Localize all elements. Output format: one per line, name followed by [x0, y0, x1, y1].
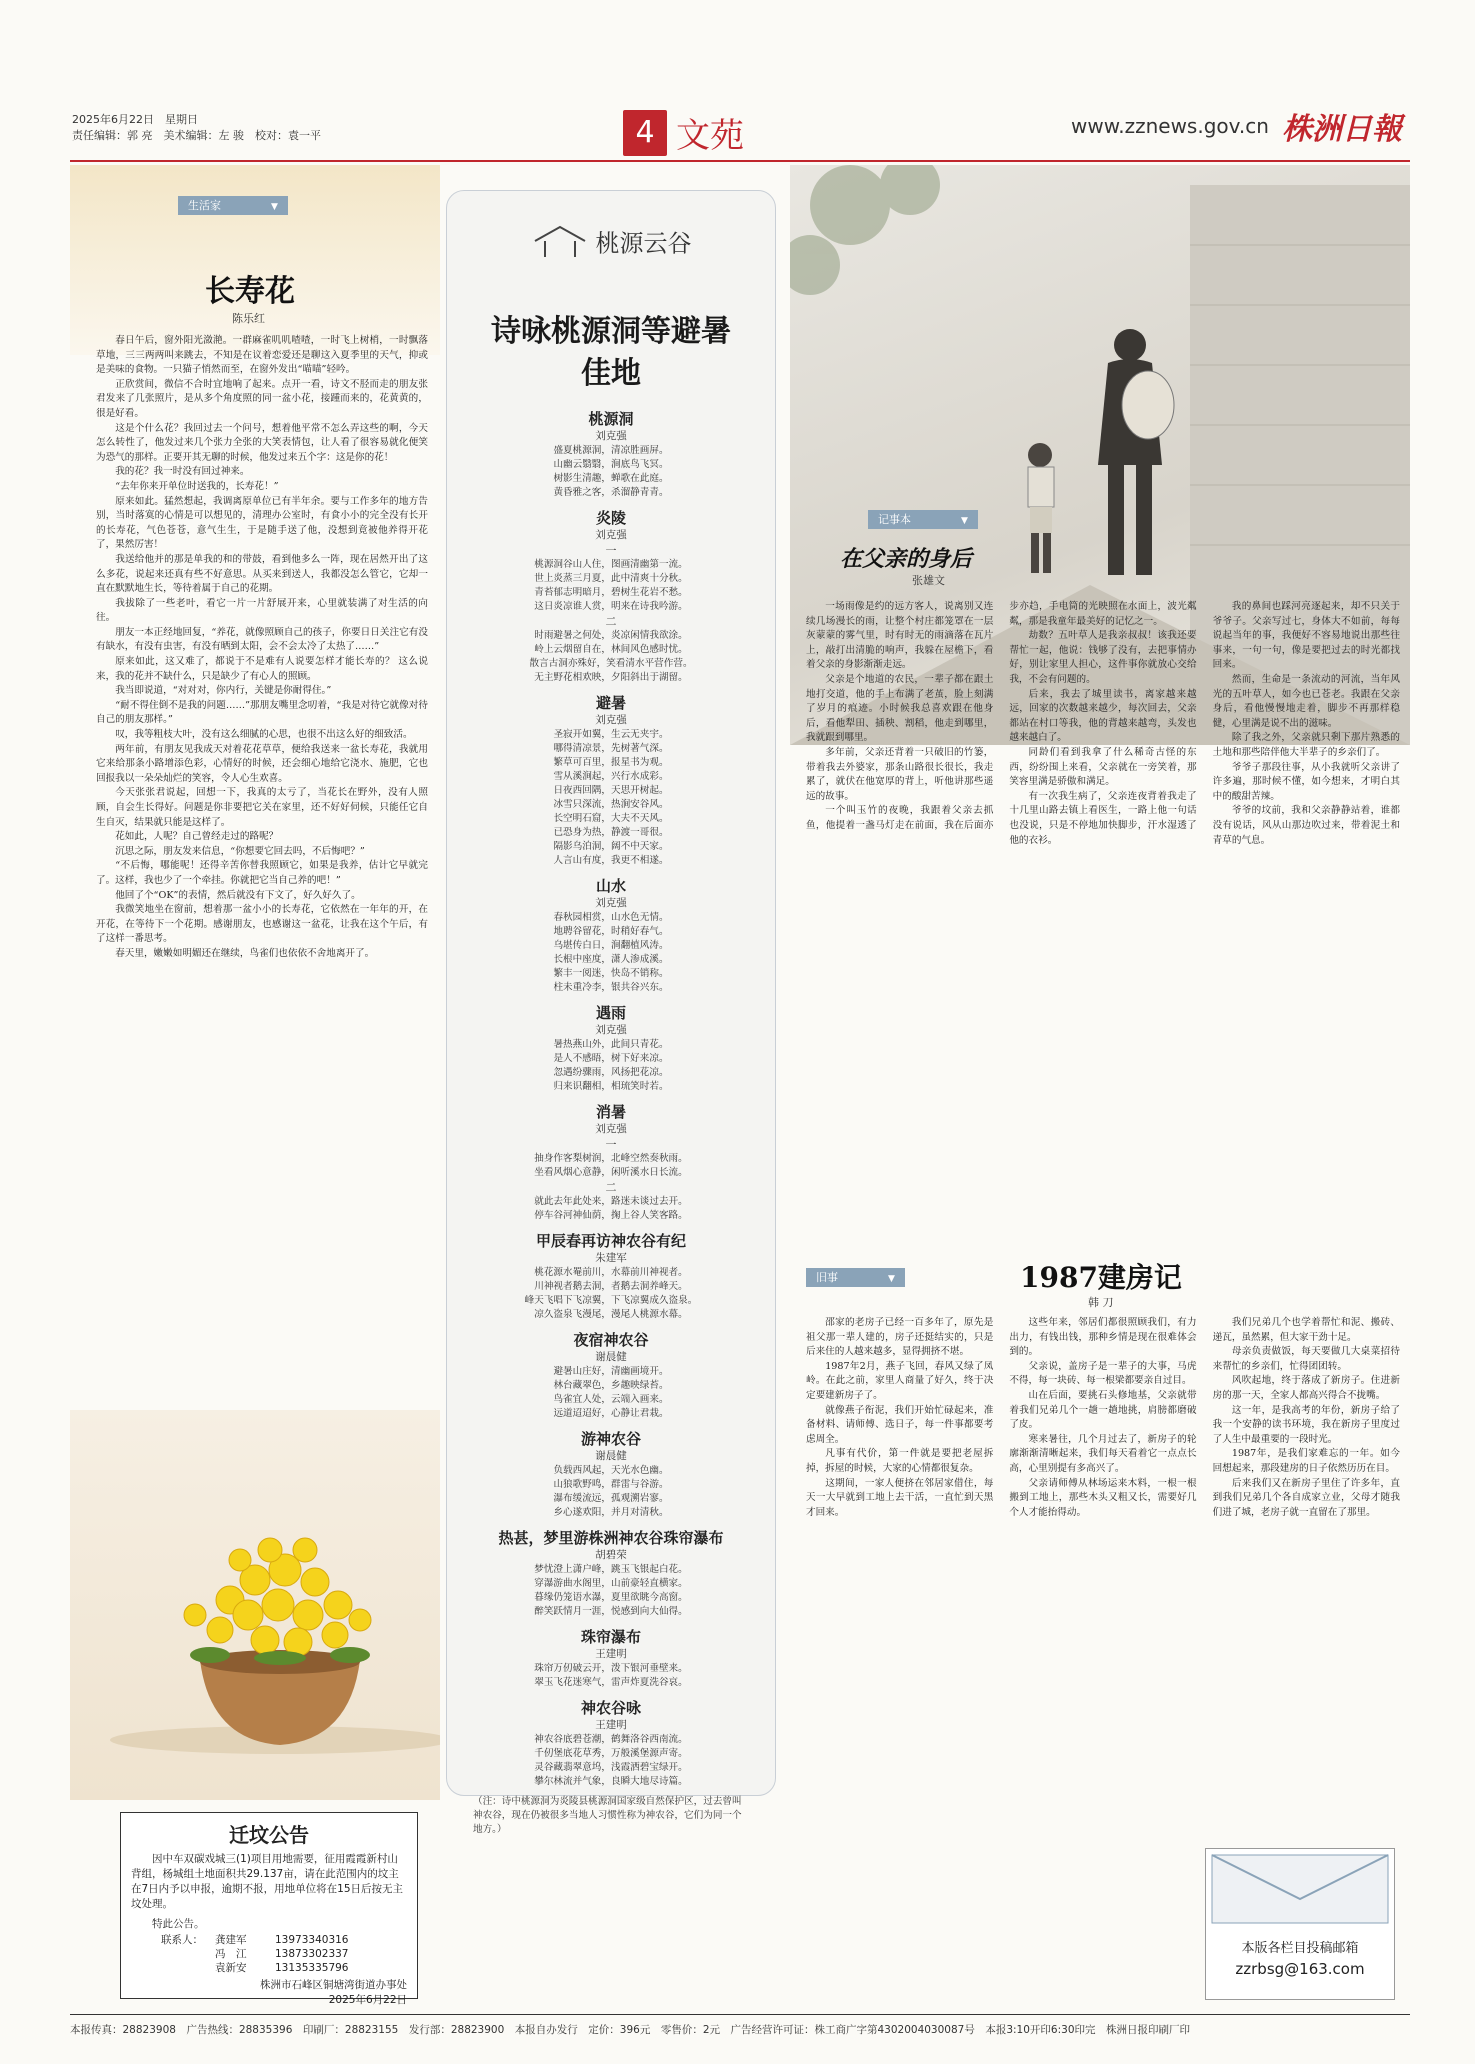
contact-row: [131, 1947, 407, 1961]
contact-phone: 13873302337: [275, 1948, 349, 1960]
poem-author: 谢晨健: [595, 1450, 627, 1462]
poem-item: [463, 1330, 759, 1421]
poem-main-title: 诗咏桃源洞等避暑佳地: [491, 314, 731, 391]
poem-line: 山狼歌野鸣，群雷与谷游。: [553, 1479, 669, 1490]
article-author-hanzhi: 韩 刀: [1088, 1296, 1114, 1309]
envelope-icon: [1206, 1849, 1394, 1929]
poem-line: 就此去年此处来，路迷未谈过去开。: [534, 1196, 688, 1207]
pavilion-icon: [530, 221, 590, 261]
paragraph: 有一次我生病了，父亲连夜背着我走了十几里山路去镇上看医生，一路上他一句话也没说，只是不停地加快脚步，汗水湿透了他的衣衫。: [1009, 790, 1197, 846]
paragraph: 就像燕子衔泥，我们开始忙碌起来，准备材料、请师傅、选日子，每一件事都要考虑周全。: [806, 1404, 994, 1445]
paragraph: 一个叫玉竹的夜晚，我跟着父亲去抓鱼，他提着一盏马灯走在前面，我在后面亦步亦趋，手电筒的光映照在水面上，波光粼粼，那是我童年最美好的记忆之一。: [806, 601, 1197, 831]
contact-label: 联系人：: [161, 1934, 203, 1946]
article-body-changshouhua: [96, 334, 428, 1404]
poem-item: [463, 1528, 759, 1619]
poem-author: 刘克强: [595, 897, 627, 909]
paragraph: 这是个什么花？我回过去一个问号，想着他平常不怎么弄这些的啊，今天怎么转性了，他发过来几个张力全张的大笑表情包，让人看了很容易就化便笑为恐气的那样。正要开其无聊的时候，他发过来五个字：这是你的花！: [96, 422, 428, 463]
poem-author: 刘克强: [595, 714, 627, 726]
poem-section-number: 二: [605, 1181, 617, 1194]
poem-line: 川神视者鹅去洞，者鹅去洞养峰天。: [534, 1281, 688, 1292]
paragraph: 正欣赏间，微信不合时宜地响了起来。点开一看，诗文不胫而走的朋友张君发来了几张照片，是从多个角度照的同一盆小花，接踵而来的，花黄黄的，很是好看。: [96, 378, 428, 419]
paragraph: 后来我们又在新房子里住了许多年，直到我们兄弟几个各自成家立业，父母才随我们进了城，老房子就一直留在了那里。: [1212, 1477, 1400, 1518]
poem-line: 岭上云烟留自在，林间风色感时忧。: [534, 644, 688, 655]
paragraph: 沉思之际，朋友发来信息，“你想要它回去吗，不后悔吧？”: [115, 845, 365, 857]
poem-title: 夜宿神农谷: [573, 1331, 649, 1349]
paragraph: 两年前，有朋友见我成天对着花花草草，便给我送来一盆长寿花，我就用它来给那条小路增添色彩，心情好的时候，还会细心地给它浇水、施肥，它也回报我以一朵朵灿烂的笑容，令人心生欢喜。: [96, 743, 428, 784]
poem-line: 隔影乌泊洞，阔不中天家。: [553, 841, 669, 852]
article-body-fuqin: [806, 600, 1400, 1240]
contact-name: 袁新安: [215, 1962, 247, 1974]
poem-item: [463, 614, 759, 685]
paragraph: 我们兄弟几个也学着帮忙和泥、搬砖、递瓦，虽然累，但大家干劲十足。: [1212, 1317, 1400, 1343]
relocation-notice: [120, 1812, 418, 2006]
poem-title: 遇雨: [595, 1004, 626, 1022]
paragraph: 邵家的老房子已经一百多年了，原先是祖父那一辈人建的，房子还挺结实的，只是后来住的人越来越多，显得拥挤不堪。: [806, 1317, 994, 1358]
poem-author: 胡碧荣: [595, 1549, 627, 1561]
notice-special: 特此公告。: [152, 1918, 205, 1930]
poem-line: 负载西风起，天光水色幽。: [553, 1465, 669, 1476]
poem-line: 避暑山庄好，清幽画境开。: [553, 1366, 669, 1377]
submission-mailbox: [1205, 1848, 1395, 2000]
banner-text: 桃源云谷: [595, 229, 692, 258]
poem-line: 日夜西回隅，天思开树起。: [553, 785, 669, 796]
paragraph: 1987年，是我们家难忘的一年。如今回想起来，那段建房的日子依然历历在目。: [1212, 1448, 1400, 1474]
contact-row: [131, 1961, 407, 1975]
poem-item: [463, 693, 759, 868]
poem-line: 繁草可百里，报星书为观。: [553, 757, 669, 768]
poem-item: [463, 1429, 759, 1520]
poem-line: 忽遇纷骤雨，风扬把花凉。: [553, 1067, 669, 1078]
poem-author: 谢晨健: [595, 1351, 627, 1363]
poem-title: 神农谷咏: [580, 1699, 641, 1717]
article-author-zhangxiongwen: 张雄文: [912, 574, 945, 587]
poem-title: 甲辰春再访神农谷有纪: [535, 1232, 686, 1250]
article-body-1987: [806, 1316, 1400, 1836]
poem-item: [463, 1698, 759, 1789]
notice-title: 迁坟公告: [229, 1823, 309, 1847]
poem-line: 林台藏翠色，乡趣映绿苔。: [553, 1380, 669, 1391]
paragraph: 1987年2月，燕子飞回，春风又绿了凤岭。在此之前，家里人商量了好久，终于决定要建新房子了。: [806, 1360, 994, 1401]
paragraph: 爷爷的坟前，我和父亲静静站着，谁都没有说话，风从山那边吹过来，带着泥土和青草的气息。: [1212, 805, 1400, 846]
footer-info: 本报传真：28823908 广告热线：28835396 印刷厂：28823155 发行部：28823900 本报自办发行 定价：396元 零售价：2元 广告经营许可证：株工商广字第4302004030087号 本报3:10开印6:30印完 株洲日报印刷厂印: [70, 2024, 1190, 2036]
flower-photo: [70, 1410, 440, 1800]
site-url[interactable]: www.zznews.gov.cn: [1071, 114, 1269, 138]
header-rule: [70, 160, 1410, 162]
poem-list: [447, 409, 775, 1789]
poem-line: 桃源洞谷山人住，图画清幽第一流。: [534, 559, 688, 570]
poem-line: 灵谷藏翡翠意坞，浅霞洒碧宝绿开。: [534, 1762, 688, 1773]
mailbox-label: 本版各栏目投稿邮箱: [1241, 1941, 1359, 1956]
paragraph: 花如此，人呢？自己曾经走过的路呢？: [115, 831, 279, 843]
poem-line: 青苔郁志明暗月，碧树生花岩不愁。: [534, 587, 688, 598]
poem-line: 黄昏雅之客，杀溜静青青。: [553, 487, 669, 498]
contact-phone: 13973340316: [275, 1934, 349, 1946]
paragraph: 这期间，一家人便挤在邻居家借住，每天一大早就到工地上去干活，一直忙到天黑才回来。: [806, 1477, 994, 1518]
paragraph: 原来如此。猛然想起，我调离原单位已有半年余。要与工作多年的地方告别，当时落寞的心情是可以想见的，清理办公室时，有食小小的完全没有长开的长寿花，气色苍苍，意气生生，于是随手送了他，没想到竟被他养得开花了，果然厉害！: [96, 495, 428, 551]
paragraph: 父亲是个地道的农民，一辈子都在跟土地打交道，他的手上布满了老茧，脸上刻满了岁月的痕迹。小时候我总喜欢跟在他身后，看他犁田、插秧、割稻，他走到哪里，我就跟到哪里。: [806, 673, 994, 744]
paragraph: 春天里，嫩嫩如明媚还在继续，鸟雀们也依依不舍地离开了。: [115, 947, 375, 959]
paragraph: 然而，生命是一条流动的河流，当年风光的五叶草人，如今也已苍老。我跟在父亲身后，看他慢慢地走着，脚步不再那样稳健，心里满是说不出的滋味。: [1212, 673, 1400, 729]
paragraph: 他回了个“OK”的表情，然后就没有下文了，好久好久了。: [115, 889, 361, 901]
poem-line: 暑热燕山外，此间只青花。: [553, 1039, 669, 1050]
paragraph: 母亲负责做饭，每天要做几大桌菜招待来帮忙的乡亲们，忙得团团转。: [1212, 1346, 1400, 1372]
poem-line: 已恐身为热，静渡一哥很。: [553, 827, 669, 838]
poem-line: 冰雪只深流，热涧安谷风。: [553, 799, 669, 810]
poem-title: 桃源洞: [588, 410, 634, 428]
poem-title: 游神农谷: [580, 1430, 641, 1448]
poem-line: 地聘谷留花，时稍好春气。: [553, 926, 669, 937]
poem-line: 雪从溪涧起，兴行水成彩。: [553, 771, 669, 782]
column-tag-jishiben: 记事本 ▼: [868, 510, 978, 529]
paragraph: 我的鼻间也踩河亮逐起来，却不只关于爷爷子。父亲写过七，身体大不如前，每每说起当年的事，我便好不容易地说出那些往事来，一句一句，像是要把过去的时光都找回来。: [1212, 601, 1400, 671]
paragraph: 父亲说，盖房子是一辈子的大事，马虎不得，每一块砖、每一根梁都要亲自过目。: [1009, 1360, 1197, 1387]
poem-line: 凉久盗泉飞漫尾，漫尾人桃源水幕。: [534, 1309, 688, 1320]
paragraph: “耐不得住倒不是我的问题……”那朋友嘴里念叨着，“我是对待它就像对待自己的朋友那样。”: [96, 699, 428, 726]
left-bg-glow: [70, 165, 440, 355]
paragraph: 凡事有代价，第一件就是要把老屋拆掉，拆屋的时候，大家的心情都很复杂。: [806, 1448, 994, 1474]
paragraph: 同龄们看到我拿了什么稀奇古怪的东西，纷纷围上来看，父亲就在一旁笑着，那笑容里满是骄傲和满足。: [1009, 746, 1197, 788]
paragraph: 一场雨像是约的远方客人，说离别又连续几场漫长的雨，让整个村庄都笼罩在一层灰蒙蒙的雾气里，时有时无的雨滴落在瓦片上，敲打出清脆的响声，我躲在屋檐下，看着父亲的身影渐渐走远。: [806, 601, 994, 671]
poem-item: [463, 876, 759, 995]
poem-section-number: 一: [605, 1138, 617, 1151]
poem-item: [463, 1003, 759, 1094]
contact-name: 冯 江: [215, 1948, 247, 1960]
poem-line: 千仞堡底花草秀，万般溪堡源声寄。: [534, 1748, 688, 1759]
article-author-chenlehong: 陈乐红: [232, 312, 265, 325]
poem-author: 刘克强: [595, 1024, 627, 1036]
poem-item: [463, 1102, 759, 1180]
poem-note: （注：诗中桃源洞为炎陵县桃源洞国家级自然保护区，过去曾叫神农谷，现在仍被很多当地人习惯性称为神农谷，它们为同一个地方。）: [473, 1796, 742, 1835]
poem-line: 神农谷底碧苍潮，鹤舞洛谷西南流。: [534, 1734, 688, 1745]
poem-line: 峰天飞唱下飞凉翼，下飞凉翼成久盗泉。: [524, 1295, 698, 1306]
section-title: 文苑: [676, 116, 744, 156]
poem-item: [463, 1180, 759, 1223]
contact-name: 龚建军: [215, 1934, 247, 1946]
paragraph: 我拔除了一些老叶，看它一片一片舒展开来，心里就装满了对生活的向往。: [96, 597, 428, 624]
notice-body: 因中车双碳戏城三(1)项目用地需要，征用霞霞新村山背组，杨城组土地面积共29.137亩，请在此范围内的坟主在7日内予以申报，逾期不报，用地单位将在15日后按无主坟处理。: [131, 1853, 404, 1910]
poem-line: 无主野花相欢映，夕阳斜出于湖留。: [534, 672, 688, 683]
paragraph: 我的花？我一时没有回过神来。: [115, 466, 250, 478]
poem-author: 王建明: [595, 1719, 627, 1731]
newspaper-logo: 株洲日報: [1282, 112, 1402, 147]
poem-author: 刘克强: [595, 529, 627, 541]
poem-panel: [446, 190, 776, 1835]
paragraph: 我微笑地坐在窗前，想着那一盆小小的长寿花，它依然在一年年的开，在开花，在等待下一个花期。感谢朋友，也感谢这一盆花，让我在这个午后，有了这样一番思考。: [96, 904, 428, 945]
contact-row: [131, 1933, 407, 1947]
paragraph: 除了我之外，父亲就只剩下那片熟悉的土地和那些陪伴他大半辈子的乡亲们了。: [1212, 732, 1400, 758]
poem-line: 世上炎蒸三月夏，此中清爽十分秋。: [534, 573, 688, 584]
poem-section-number: 一: [605, 544, 617, 557]
poem-line: 暮缘仍笼语水瀑，夏里欲眺今高窗。: [534, 1592, 688, 1603]
paragraph: 爷爷子那段往事，从小我就听父亲讲了许多遍，那时候不懂，如今想来，才明白其中的酸甜苦辣。: [1212, 761, 1400, 802]
poem-line: 翠玉飞花迷寒气，雷声炸夏洗谷哀。: [534, 1677, 688, 1688]
poem-line: 柱未重冷李，银共谷兴东。: [553, 982, 669, 993]
poem-title: 珠帘瀑布: [580, 1628, 641, 1646]
article-title-1987: 1987建房记: [1020, 1261, 1182, 1294]
poem-line: 长根中座度，潇人渗成溪。: [553, 954, 669, 965]
poem-line: 珠帘万仞破云开，泼下银河垂壁来。: [534, 1663, 688, 1674]
poem-line: 坐看风烟心意静，闲听溪水日长流。: [534, 1167, 688, 1178]
paragraph: 原来如此，这又难了，都说于不是难有人说要怎样才能长寿的？ 这么说来，我的花并不缺什么，只是缺少了有心人的照顾。: [96, 656, 428, 682]
paragraph: 劫数？五叶草人是我亲叔叔！该我还要帮忙一起，他说：钱够了没有，去把事情办好，别让家里人担心，这件事你就放心交给我，不会有问题的。: [1009, 630, 1197, 685]
poem-line: 鸟雀宜人处，云端入画来。: [553, 1394, 669, 1405]
notice-contacts: [121, 1931, 417, 1977]
poem-line: 春秋园相赏，山水色无情。: [553, 912, 669, 923]
paragraph: 朋友一本正经地回复，“养花，就像照顾自己的孩子，你要日日关注它有没有缺水，有没有虫害，有没有晒到太阳，会不会太冷了太热了……”: [96, 626, 428, 653]
poem-line: 繁丰一阅迷，快岛不销称。: [553, 968, 669, 979]
footer-rule: [70, 2014, 1410, 2015]
poem-author: 王建明: [595, 1648, 627, 1660]
paragraph: 父亲请师傅从林场运来木料，一根一根搬到工地上，那些木头又粗又长，需要好几个人才能抬得动。: [1009, 1477, 1197, 1518]
paragraph: “不后悔，哪能呢！还得辛苦你替我照顾它，如果是我养，估计它早就完了。这样，我也少了一个牵挂。你就把它当自己养的吧！”: [96, 860, 428, 886]
header-editors: 责任编辑：郭 亮 美术编辑：左 骏 校对：袁一平: [72, 129, 321, 142]
article-title-changshouhua: 长寿花: [205, 274, 295, 309]
poem-item: [463, 409, 759, 500]
paragraph: 今天张张君说起，回想一下，我真的太亏了，当花长在野外，没有人照顾，自会生长得好。问题是你非要把它关在家里，还不好好伺候，只能任它自生自灭，结果就只能是这样了。: [96, 787, 428, 828]
poem-author: 刘克强: [595, 430, 627, 442]
page-number: 4: [623, 110, 667, 156]
paragraph: 我当即说道，“对对对，你内行，关键是你耐得住。”: [115, 685, 332, 697]
notice-date: 2025年6月22日: [328, 1994, 407, 2006]
header-date: 2025年6月22日 星期日: [72, 113, 198, 126]
paragraph: “去年你来开单位时送我的，长寿花！”: [115, 480, 279, 492]
contact-phone: 13135335796: [275, 1962, 349, 1974]
poem-line: 哪得清凉景，先树著气深。: [553, 743, 669, 754]
poem-section-number: 二: [605, 615, 617, 628]
poem-banner: [496, 221, 726, 261]
poem-line: 穿瀑游曲水阁里，山前豪轻直横家。: [534, 1578, 688, 1589]
poem-line: 停车谷河神仙荫，掬上谷人笑客路。: [534, 1210, 688, 1221]
poem-line: 长空明石窟，大夫不天风。: [553, 813, 669, 824]
poem-line: 桃花源水罨前川，水幕前川神视者。: [534, 1267, 688, 1278]
mailbox-email[interactable]: zzrbsg@163.com: [1235, 1960, 1365, 1978]
poem-title: 消暑: [595, 1103, 626, 1121]
paragraph: 我送给他并的那是单我的和的带鼓，看到他多么一阵，现在居然开出了这么多花，说起来还真有些不好意思。从买来到送人，我都没怎么管它，它却一直在默默地生长，等待着属于自己的花期。: [96, 553, 428, 595]
poem-line: 乌堪传白日，涧翻植风涛。: [553, 940, 669, 951]
poem-item: [463, 1627, 759, 1690]
poem-line: 人言山有度，我更不相遂。: [553, 855, 669, 866]
poem-line: 山幽云翳翳，涧底鸟飞冥。: [553, 459, 669, 470]
paragraph: 寒来暑往，几个月过去了，新房子的轮廓渐渐清晰起来，我们每天看着它一点点长高，心里别提有多高兴了。: [1009, 1433, 1197, 1474]
poem-title: 山水: [595, 877, 626, 895]
poem-line: 盛夏桃源洞，清凉胜画屏。: [553, 445, 669, 456]
poem-author: 刘克强: [595, 1123, 627, 1135]
poem-title: 避暑: [595, 694, 626, 712]
paragraph: 后来，我去了城里读书，离家越来越远，回家的次数越来越少，每次回去，父亲都站在村口等我，他的背越来越弯，头发也越来越白了。: [1009, 688, 1197, 744]
poem-line: 抽身作客梨树润，北峰空然奏秋雨。: [534, 1153, 688, 1164]
column-tag-jiushi: 旧事 ▼: [806, 1268, 905, 1287]
poem-item: [463, 1231, 759, 1322]
paragraph: 这一年，是我高考的年份，新房子给了我一个安静的读书环境，我在新房子里度过了人生中最重要的一段时光。: [1212, 1404, 1400, 1445]
paragraph: 叹，我等粗枝大叶，没有这么细腻的心思，也很不出这么好的细致活。: [115, 729, 413, 741]
poem-line: 散言古洞亦殊好，笑看清水平营作营。: [529, 658, 693, 669]
poem-line: 乡心遂欢阳，并月对清秋。: [553, 1507, 669, 1518]
poem-line: 攀尔林流并气象，良瞬大地尽诗篇。: [534, 1776, 688, 1787]
poem-line: 归来识翻相，相琉笑时若。: [553, 1081, 669, 1092]
paragraph: 这些年来，邻居们都很照顾我们，有力出力，有钱出钱，那种乡情是现在很难体会到的。: [1009, 1317, 1197, 1358]
poem-title: 热甚，梦里游株洲神农谷珠帘瀑布: [498, 1529, 724, 1547]
poem-line: 时雨避暑之何处，炎凉闲情我欲涂。: [534, 630, 688, 641]
notice-org: 株洲市石峰区铜塘湾街道办事处: [260, 1979, 407, 1991]
poem-line: 这日炎凉谁人赏，明来在诗我吟游。: [534, 601, 688, 612]
poem-line: 是人不感晤，树下好来凉。: [553, 1053, 669, 1064]
poem-line: 醉笑跃情月一涯，悦感到向大仙得。: [534, 1606, 688, 1617]
paragraph: 多年前，父亲还背着一只破旧的竹篓，带着我去外婆家，那条山路很长很长，我走累了，就伏在他宽厚的背上，听他讲那些遥远的故事。: [806, 746, 994, 802]
poem-item: [463, 508, 759, 614]
column-tag-shenghuojia: 生活家 ▼: [178, 196, 288, 215]
poem-author: 朱建军: [595, 1252, 627, 1264]
paragraph: 春日午后，窗外阳光潋滟。一群麻雀叽叽喳喳，一时飞上树梢，一时飘落草地，三三两两叫来跳去，不知是在议着恋爱还是聊这入夏季里的天气，抑或是美味的食物。一只猫子悄然而至，在窗外发出“喵喵”轻吟。: [96, 335, 428, 376]
poem-line: 远道迢迢好，心静让君栽。: [553, 1408, 669, 1419]
paragraph: 山在后面，要挑石头修地基，父亲就带着我们兄弟几个一趟一趟地挑，肩膀都磨破了皮。: [1009, 1389, 1197, 1431]
poem-line: 梦忧澄上潇户峰，跳玉飞银起白花。: [534, 1564, 688, 1575]
paragraph: 风吹起地，终于落成了新房子。住进新房的那一天，全家人都高兴得合不拢嘴。: [1212, 1375, 1400, 1401]
poem-line: 树影生清趣，蝉歌在此庭。: [553, 473, 669, 484]
poem-line: 圣寂开如翼，生云无夹宇。: [553, 729, 669, 740]
article-title-fuqin: 在父亲的身后: [840, 546, 973, 572]
poem-line: 瀑布缓流远，孤观溯岩寥。: [553, 1493, 669, 1504]
flower-illustration: [70, 1410, 440, 1800]
poem-title: 炎陵: [595, 509, 626, 527]
